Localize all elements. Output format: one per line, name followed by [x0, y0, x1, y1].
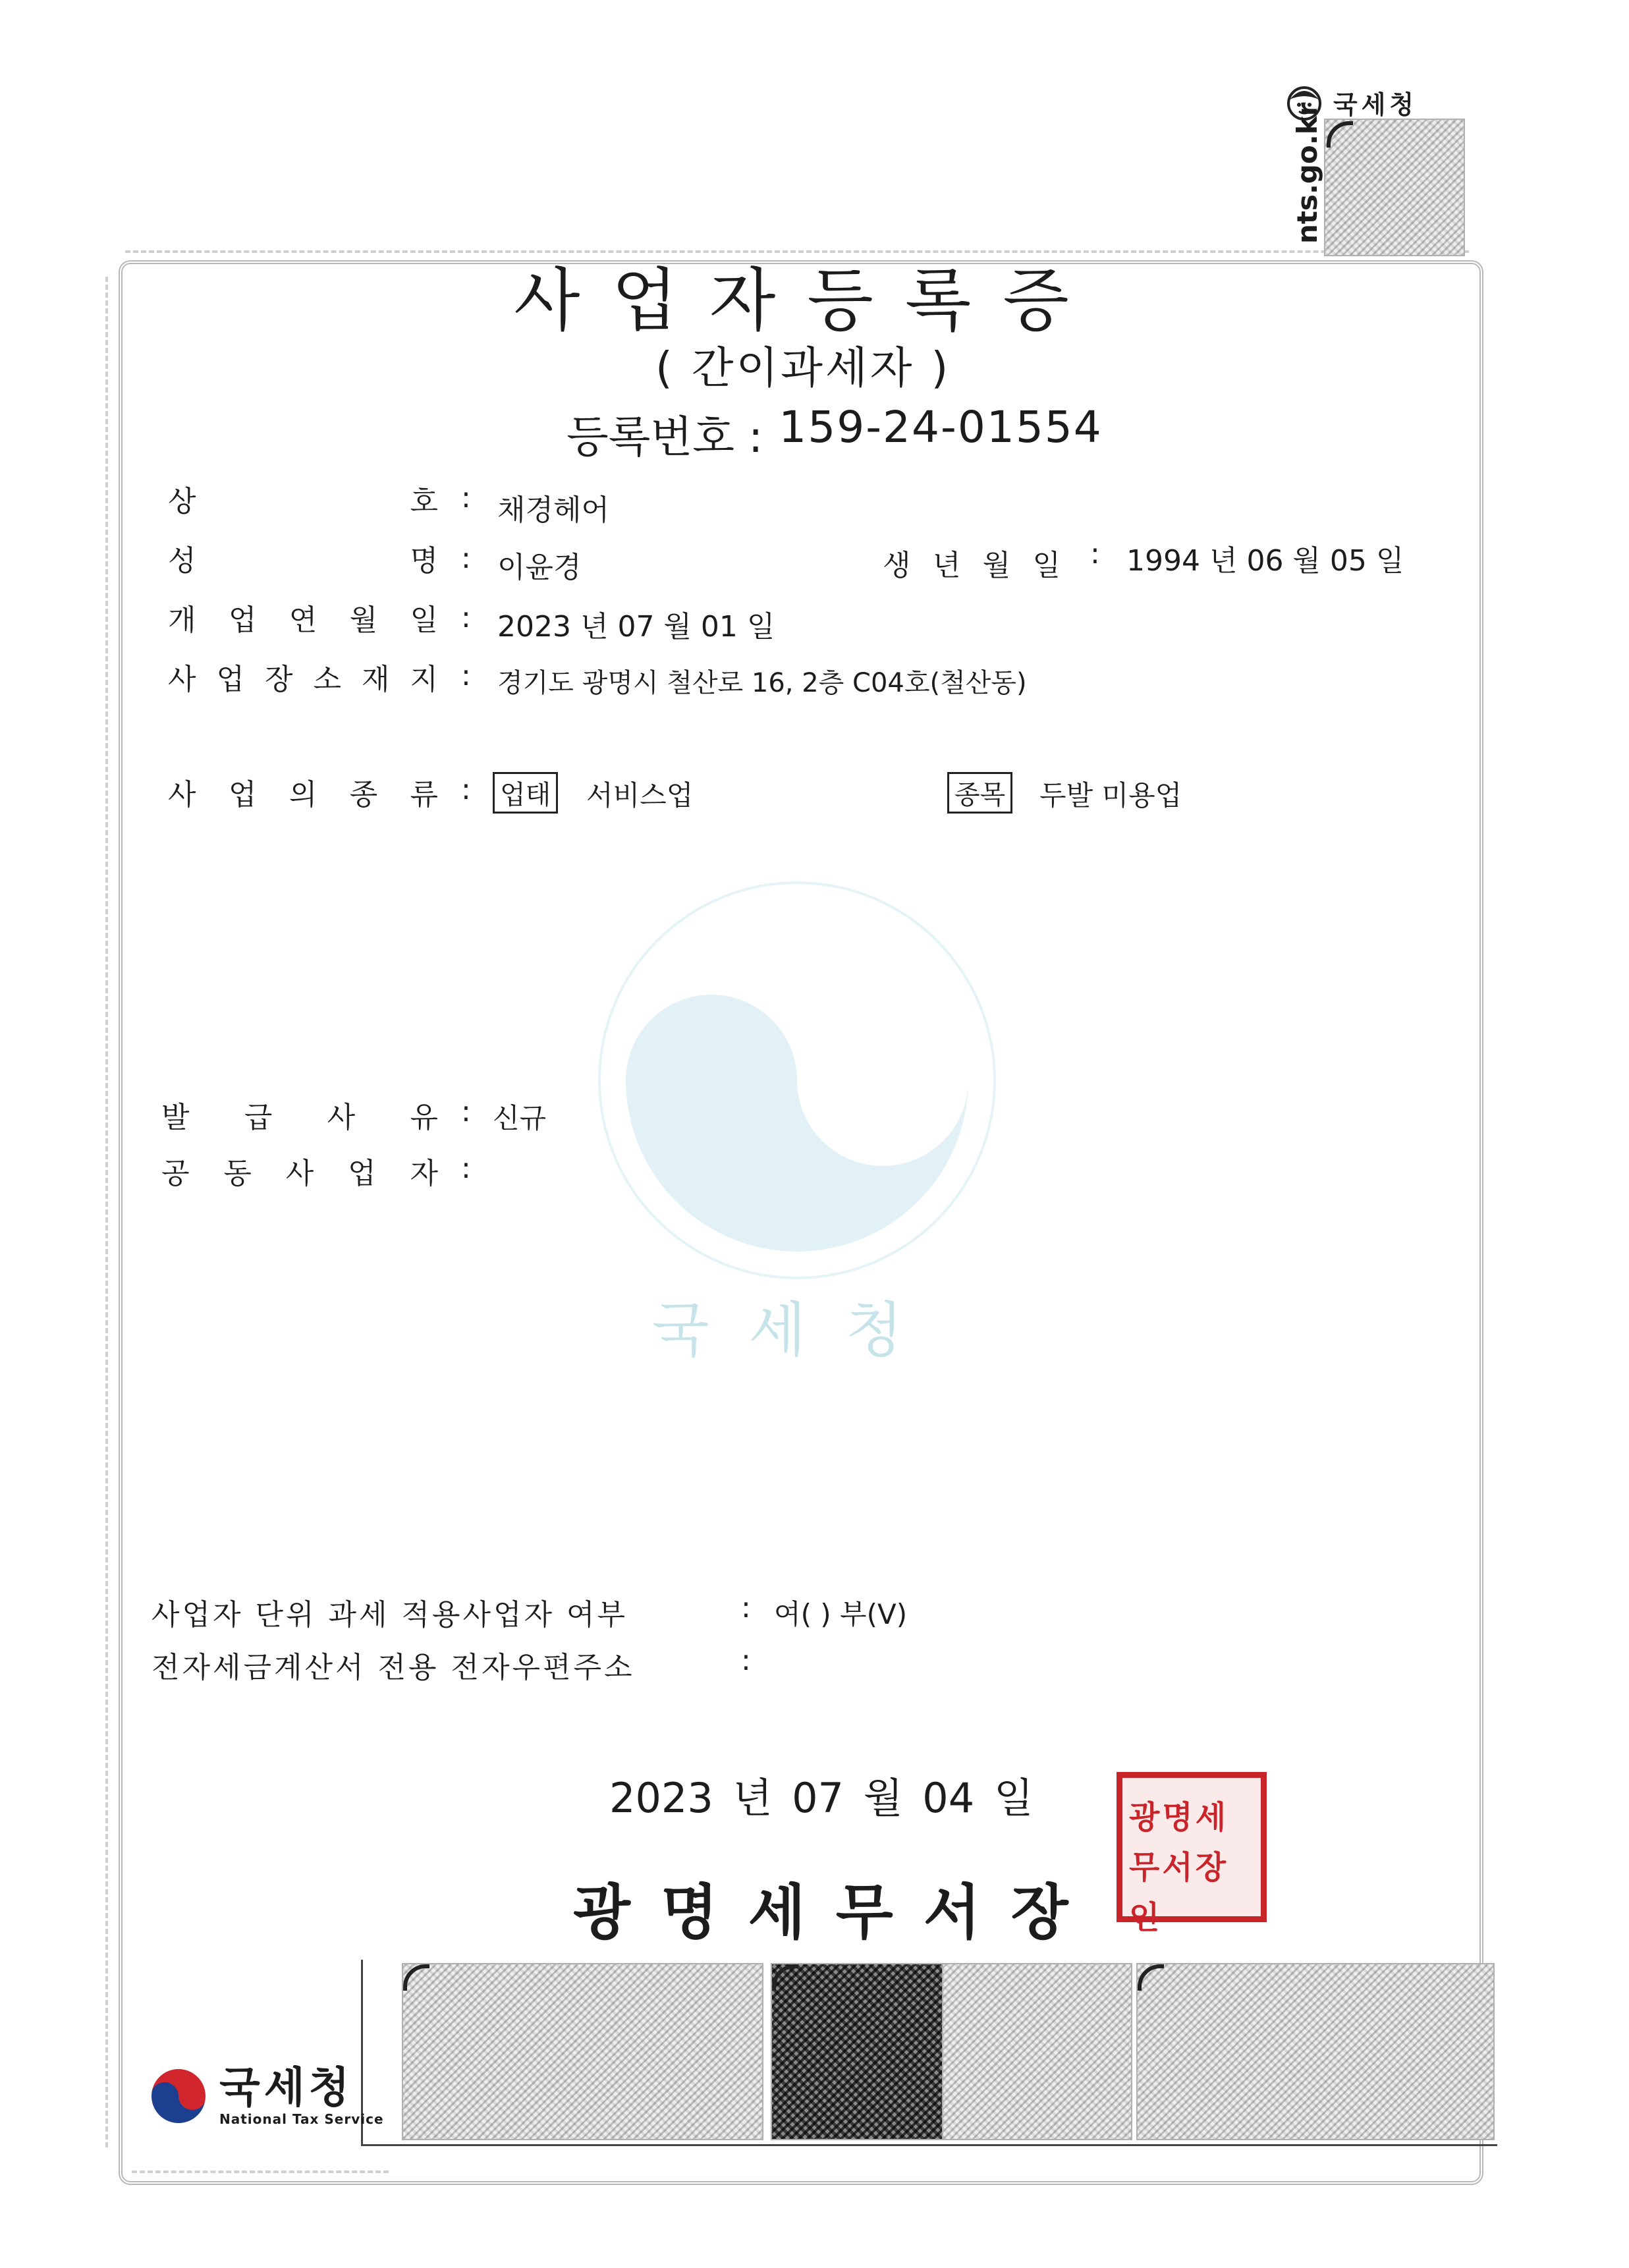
qr-code-1	[402, 1963, 763, 2140]
unit-tax-value: 여( ) 부(V)	[774, 1598, 908, 1630]
qr-code-3	[942, 1963, 1132, 2140]
business-type-label: 사 업 의 종 류	[168, 778, 438, 812]
taegeuk-logo-icon	[148, 2066, 209, 2126]
registration-number-row	[566, 402, 1103, 464]
trade-name-value: 채경헤어	[497, 493, 610, 527]
business-category-value: 서비스업	[586, 779, 694, 812]
registration-number-label: 등록번호 :	[566, 412, 763, 462]
colon: :	[461, 773, 471, 806]
colon: :	[1090, 537, 1100, 570]
nts-logo-bottom	[148, 2065, 384, 2127]
open-date-value: 2023 년 07 월 01 일	[497, 610, 775, 644]
address-value: 경기도 광명시 철산로 16, 2층 C04호(철산동)	[497, 668, 1027, 698]
colon: :	[461, 601, 471, 634]
seal-text: 광명세무서장인	[1129, 1799, 1229, 1936]
open-date-label: 개 업 연 월 일	[168, 603, 438, 637]
nts-url: nts.go.kr	[1291, 102, 1323, 244]
document-subtitle: ( 간이과세자 )	[655, 343, 951, 393]
business-item-value: 두발 미용업	[1039, 779, 1182, 812]
address-label: 사 업 장 소 재 지	[168, 663, 438, 696]
document-title: 사업자등록증	[514, 260, 1101, 341]
trade-name-label: 상 호	[168, 485, 438, 518]
business-category-tag: 업태	[493, 772, 558, 814]
business-item-tag: 종목	[947, 772, 1012, 814]
nts-logo-bottom-en: National Tax Service	[219, 2111, 384, 2127]
unit-tax-label: 사업자 단위 과세 적용사업자 여부	[152, 1598, 628, 1632]
watermark-emblem-icon	[566, 856, 1028, 1370]
colon: :	[741, 1591, 751, 1624]
colon: :	[461, 481, 471, 514]
name-label: 성 명	[168, 544, 438, 578]
colon: :	[461, 541, 471, 575]
nts-logo-bottom-ko: 국세청	[219, 2064, 354, 2113]
colon: :	[461, 659, 471, 692]
issuing-office: 광명세무서장	[573, 1878, 1099, 1947]
colon: :	[461, 1151, 471, 1185]
official-seal	[1117, 1772, 1267, 1936]
border-pattern-bottom	[132, 2144, 389, 2173]
birth-label: 생 년 월 일	[883, 549, 1061, 582]
issue-date: 2023 년 07 월 04 일	[609, 1774, 1034, 1822]
issue-reason-label: 발 급 사 유	[161, 1101, 438, 1134]
colon: :	[741, 1644, 751, 1677]
birth-value: 1994 년 06 월 05 일	[1126, 544, 1404, 578]
registration-number: 159-24-01554	[779, 402, 1103, 453]
co-owner-label: 공 동 사 업 자	[161, 1157, 438, 1190]
watermark-text: 국세청	[651, 1296, 943, 1365]
qr-code-4	[1136, 1963, 1495, 2140]
border-pattern-left	[105, 277, 134, 2147]
colon: :	[461, 1095, 471, 1128]
issue-reason-value: 신규	[493, 1102, 547, 1134]
name-value: 이윤경	[497, 551, 582, 584]
email-label: 전자세금계산서 전용 전자우편주소	[152, 1651, 635, 1684]
nts-logo-top-text: 국세청	[1333, 90, 1418, 119]
